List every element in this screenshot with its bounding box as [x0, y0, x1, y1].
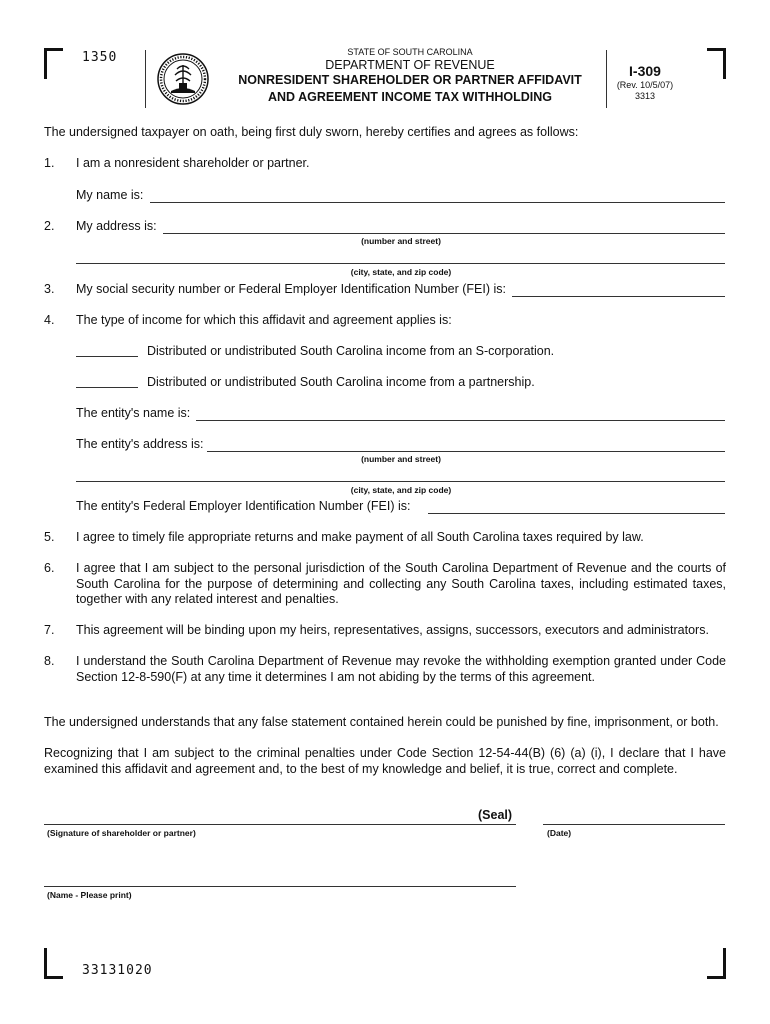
form-revision: (Rev. 10/5/07)	[616, 80, 674, 90]
item-number-5: 5.	[44, 530, 55, 544]
ssn-label: My social security number or Federal Employer Identification Number (FEI) is:	[76, 282, 507, 296]
form-code: 3313	[634, 91, 656, 101]
option-partnership-text: Distributed or undistributed South Carolina income from a partnership.	[147, 375, 535, 389]
entity-address-street-field[interactable]	[207, 439, 725, 452]
scorp-check-field[interactable]	[76, 344, 138, 357]
name-label: My name is:	[76, 188, 144, 202]
address-label: My address is:	[76, 219, 157, 233]
item-4-text: The type of income for which this affidavit and agreement applies is:	[76, 313, 452, 327]
state-seal-icon	[157, 53, 209, 105]
printed-name-field[interactable]	[44, 874, 516, 887]
signature-caption: (Signature of shareholder or partner)	[47, 828, 196, 838]
form-id: I-309	[629, 63, 661, 79]
item-number-8: 8.	[44, 654, 55, 668]
form-title-line2: AND AGREEMENT INCOME TAX WITHHOLDING	[267, 90, 552, 104]
item-number-3: 3.	[44, 282, 55, 296]
item-6-text: I agree that I am subject to the personal jurisdiction of the South Carolina Department of Revenue and the courts of South Carolina for the purpose of determining and collecting any South Carolina taxes, including estimated taxes, together with any related interest and penalties.	[76, 561, 726, 606]
item-number-4: 4.	[44, 313, 55, 327]
entity-street-caption: (number and street)	[361, 454, 441, 464]
date-caption: (Date)	[547, 828, 572, 838]
entity-city-caption: (city, state, and zip code)	[350, 485, 452, 495]
intro-text: The undersigned taxpayer on oath, being first duly sworn, hereby certifies and agrees as follows:	[44, 125, 579, 139]
date-field[interactable]	[543, 812, 725, 825]
name-field[interactable]	[150, 190, 725, 203]
item-number-6: 6.	[44, 561, 55, 575]
corner-mark-bottom-right	[707, 948, 726, 979]
entity-address-city-field[interactable]	[76, 469, 725, 482]
form-title-line1: NONRESIDENT SHAREHOLDER OR PARTNER AFFIDAVIT	[238, 73, 582, 87]
item-number-1: 1.	[44, 156, 55, 170]
address-street-field[interactable]	[163, 221, 725, 234]
seal-label: (Seal)	[478, 808, 513, 822]
form-number-bottom: 33131020	[82, 963, 153, 978]
state-name: STATE OF SOUTH CAROLINA	[347, 47, 473, 57]
form-number-top: 1350	[82, 50, 118, 65]
corner-mark-top-right	[707, 48, 726, 79]
city-caption: (city, state, and zip code)	[350, 267, 452, 277]
corner-mark-top-left	[44, 48, 63, 79]
item-5-text: I agree to timely file appropriate returns and make payment of all South Carolina taxes required by law.	[76, 530, 644, 544]
address-city-field[interactable]	[76, 251, 725, 264]
item-number-7: 7.	[44, 623, 55, 637]
department-name: DEPARTMENT OF REVENUE	[325, 58, 495, 72]
printed-name-caption: (Name - Please print)	[47, 890, 132, 900]
entity-name-label: The entity's name is:	[76, 406, 191, 420]
header-divider-left	[145, 50, 146, 108]
entity-name-field[interactable]	[196, 408, 725, 421]
corner-mark-bottom-left	[44, 948, 63, 979]
item-8-text: I understand the South Carolina Department of Revenue may revoke the withholding exemption granted under Code Section 12-8-590(F) at any time it determines I am not abiding by the terms of this agreement.	[76, 654, 726, 684]
state-seal	[157, 53, 209, 105]
declaration-text: Recognizing that I am subject to the criminal penalties under Code Section 12-54-44(B) (6) (a) (i), I declare that I have examined this affidavit and agreement and, to the best of my knowledge and belief, it is true, correct and complete.	[44, 746, 726, 776]
item-1-text: I am a nonresident shareholder or partner.	[76, 156, 310, 170]
item-number-2: 2.	[44, 219, 55, 233]
street-caption: (number and street)	[361, 236, 441, 246]
penalty-statement: The undersigned understands that any false statement contained herein could be punished by fine, imprisonment, or both.	[44, 715, 719, 729]
entity-fei-field[interactable]	[428, 501, 725, 514]
option-scorp-text: Distributed or undistributed South Carolina income from an S-corporation.	[147, 344, 555, 358]
ssn-field[interactable]	[512, 284, 725, 297]
item-7-text: This agreement will be binding upon my heirs, representatives, assigns, successors, executors and administrators.	[76, 623, 709, 637]
signature-field[interactable]	[44, 812, 516, 825]
entity-address-label: The entity's address is:	[76, 437, 204, 451]
entity-fei-label: The entity's Federal Employer Identification Number (FEI) is:	[76, 499, 411, 513]
partnership-check-field[interactable]	[76, 375, 138, 388]
